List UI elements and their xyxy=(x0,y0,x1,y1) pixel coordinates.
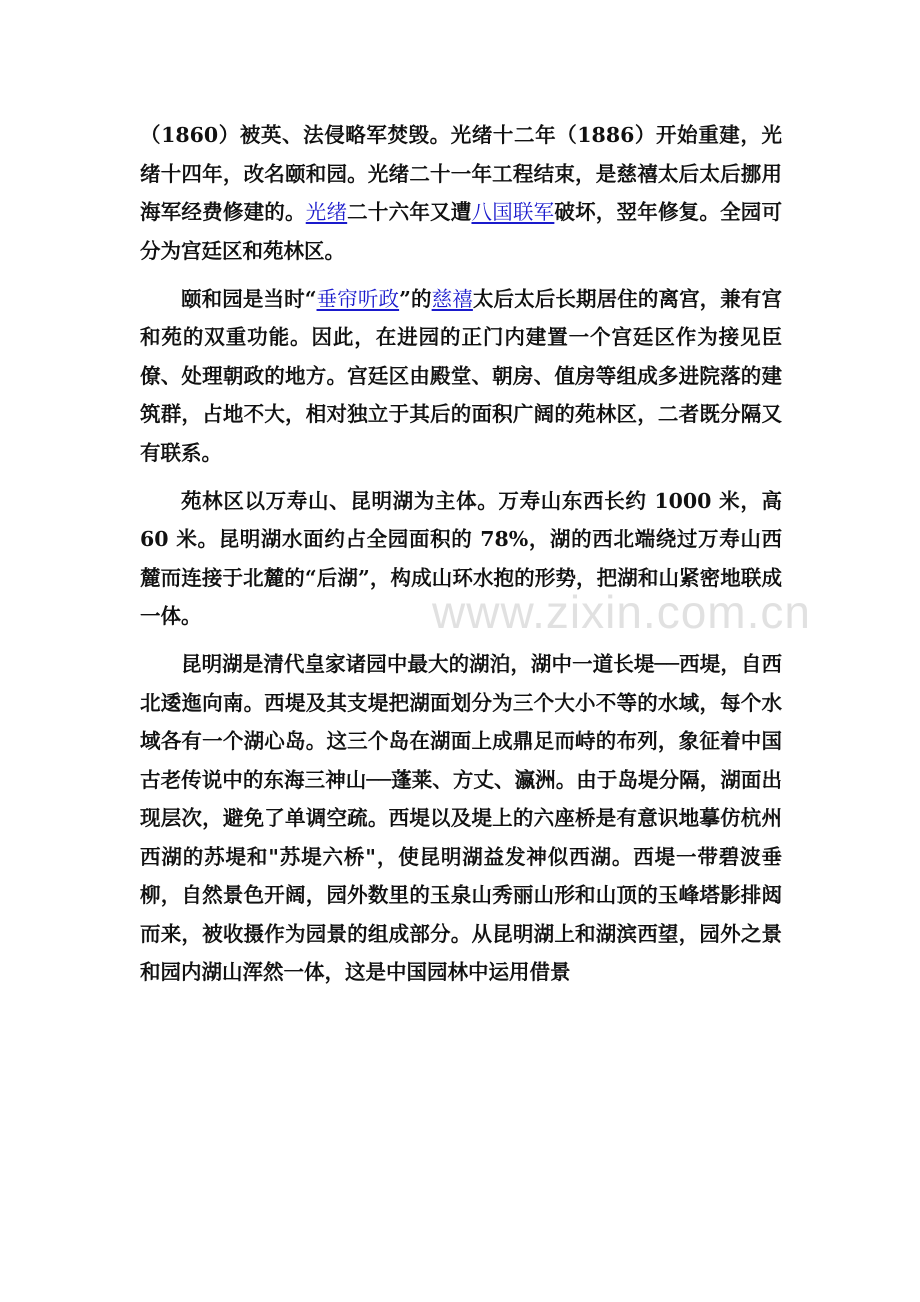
paragraph-1-tail: 破坏，翌年修复。全园可分为宫廷区和苑林区。 xyxy=(140,200,783,263)
paragraph-2-tail: 太后太后长期居住的离宫，兼有宫和苑的双重功能。因此，在进园的正门内建置一个宫廷区作为接见臣僚、处理朝政的地方。宫廷区由殿堂、朝房、值房等组成多进院落的建筑群，占地不大，相对独立于其后的面积广阔的苑林区，二者既分隔又有联系。 xyxy=(140,286,783,465)
paragraph-1-mid: 二十六年又遭 xyxy=(347,200,472,224)
paragraph-3: 苑林区以万寿山、昆明湖为主体。万寿山东西长约 1000 米，高 60 米。昆明湖水面约占全园面积的 78%，湖的西北端绕过万寿山西麓而连接于北麓的“后湖”，构成山环水抱的形势，把湖和山紧密地联成一体。 xyxy=(140,488,782,628)
paragraph-2 xyxy=(140,280,782,473)
paragraph-1-text: （1860）被英、法侵略军焚毁。光绪十二年（1886）开始重建，光绪十四年，改名颐和园。光绪二十一年工程结束，是慈禧太后太后挪用海军经费修建的。 xyxy=(140,123,782,224)
link-cixi[interactable]: 慈禧 xyxy=(431,286,473,311)
paragraph-2-head: 颐和园是当时 xyxy=(181,286,305,311)
paragraph-2-close-quote: ”的 xyxy=(399,286,432,311)
watermark: www.zixin.com.cn xyxy=(432,586,811,638)
paragraph-2-open-quote: “ xyxy=(304,286,317,311)
document-body xyxy=(140,116,782,1001)
link-guangxu[interactable]: 光绪 xyxy=(305,200,348,224)
link-eight-nation-alliance[interactable]: 八国联军 xyxy=(471,200,555,224)
paragraph-1 xyxy=(140,116,782,270)
paragraph-4: 昆明湖是清代皇家诸园中最大的湖泊，湖中一道长堤──西堤，自西北逶迤向南。西堤及其支堤把湖面划分为三个大小不等的水域，每个水域各有一个湖心岛。这三个岛在湖面上成鼎足而峙的布列，象征着中国古老传说中的东海三神山──蓬莱、方丈、瀛洲。由于岛堤分隔，湖面出现层次，避免了单调空疏。西堤以及堤上的六座桥是有意识地摹仿杭州西湖的苏堤和"苏堤六桥"，使昆明湖益发神似西湖。西堤一带碧波垂柳，自然景色开阔，园外数里的玉泉山秀丽山形和山顶的玉峰塔影排闼而来，被收摄作为园景的组成部分。从昆明湖上和湖滨西望，园外之景和园内湖山浑然一体，这是中国园林中运用借景 xyxy=(140,652,782,984)
link-chuilian-tingzheng[interactable]: 垂帘听政 xyxy=(316,286,400,311)
